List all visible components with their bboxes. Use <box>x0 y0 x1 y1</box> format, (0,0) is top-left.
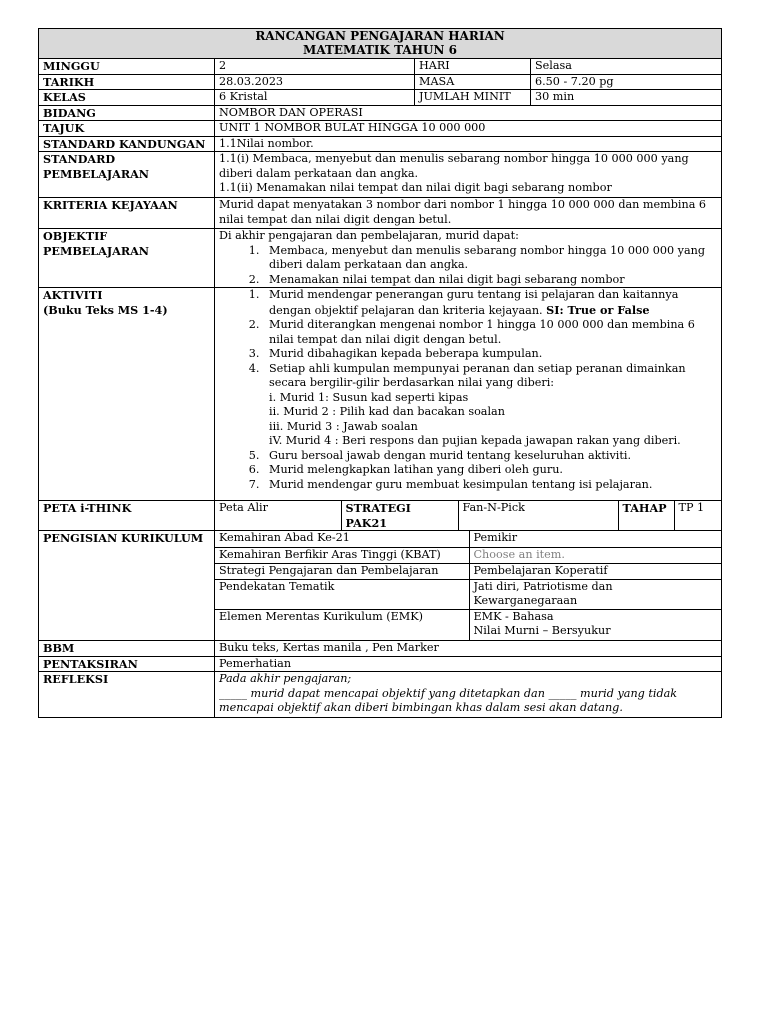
strategi-pdp-value: Pembelajaran Koperatif <box>469 563 721 579</box>
header-title: RANCANGAN PENGAJARAN HARIAN <box>255 29 505 43</box>
tahap-label: TAHAP <box>618 501 674 530</box>
aktiviti-label <box>39 288 215 501</box>
aktiviti-item: 6. Murid melengkapkan latihan yang diberi oleh guru. <box>263 463 717 478</box>
peta-inner <box>215 501 721 530</box>
abad21-label: Kemahiran Abad Ke-21 <box>219 531 350 544</box>
peta-row <box>215 501 722 531</box>
aktiviti-title: AKTIVITI <box>43 288 103 302</box>
kurikulum-inner <box>215 531 721 640</box>
standard-pembelajaran-item: 1.1(i) Membaca, menyebut dan menulis sebarang nombor hingga 10 000 000 yang diberi dalam perkataan dan angka. <box>219 152 689 180</box>
header-subject: MATEMATIK TAHUN 6 <box>303 42 458 57</box>
aktiviti-subitem: iV. Murid 4 : Beri respons dan pujian kepada jawapan rakan yang diberi. <box>269 434 681 447</box>
kelas-value: 6 Kristal <box>215 90 415 106</box>
aktiviti-item: 2. Murid diterangkan mengenai nombor 1 hingga 10 000 000 dan membina 6 nilai tempat dan nilai digit dengan betul. <box>263 318 717 347</box>
kriteria-kejayaan-label: KRITERIA KEJAYAAN <box>39 198 215 229</box>
nilai-murni: Nilai Murni – Bersyukur <box>473 624 611 637</box>
aktiviti-item <box>263 362 717 449</box>
jumlah-minit-label: JUMLAH MINIT <box>415 90 531 106</box>
objektif-item: 2. Menamakan nilai tempat dan nilai digit bagi sebarang nombor <box>263 273 717 288</box>
aktiviti-subitem: i. Murid 1: Susun kad seperti kipas <box>269 390 469 404</box>
aktiviti-item: 5. Guru bersoal jawab dengan murid tentang keseluruhan aktiviti. <box>263 449 717 464</box>
aktiviti-item-text: 4. Setiap ahli kumpulan mempunyai peranan dan setiap peranan dimainkan secara bergilir-gilir berdasarkan nilai yang diberi: <box>269 361 686 389</box>
refleksi-label: REFLEKSI <box>39 672 215 718</box>
bbm-value: Buku teks, Kertas manila , Pen Marker <box>215 641 722 657</box>
emk-value <box>469 609 721 640</box>
pentaksiran-value: Pemerhatian <box>215 656 722 672</box>
aktiviti-item-text: Murid mendengar penerangan guru tentang isi pelajaran dan kaitannya dengan objektif pelajaran dan kriteria kejayaan. <box>269 288 679 317</box>
standard-kandungan-label: STANDARD KANDUNGAN <box>39 136 215 152</box>
aktiviti-subitem: iii. Murid 3 : Jawab soalan <box>269 419 418 433</box>
objektif-list <box>219 244 717 288</box>
bidang-value: NOMBOR DAN OPERASI <box>215 105 722 121</box>
emk-label: Elemen Merentas Kurikulum (EMK) <box>215 609 469 640</box>
refleksi-line: _____ murid dapat mencapai objektif yang ditetapkan dan _____ murid yang tidak mencapai objektif akan diberi bimbingan khas dalam sesi akan datang. <box>219 686 678 714</box>
aktiviti-subitem: ii. Murid 2 : Pilih kad dan bacakan soalan <box>269 405 505 418</box>
kbat-dropdown[interactable]: Choose an item. <box>469 547 721 563</box>
tahap-value: TP 1 <box>674 501 721 530</box>
kelas-label: KELAS <box>39 90 215 106</box>
emk-bahasa: EMK - Bahasa <box>473 609 554 623</box>
aktiviti-value <box>215 288 722 501</box>
hari-label: HARI <box>415 59 531 75</box>
abad21-value: Pemikir <box>469 531 721 547</box>
lesson-plan-sheet <box>38 28 721 718</box>
bidang-label: BIDANG <box>39 105 215 121</box>
tarikh-value: 28.03.2023 <box>215 74 415 90</box>
aktiviti-si-label: SI: True or False <box>546 302 650 317</box>
refleksi-line: Pada akhir pengajaran; <box>219 672 352 685</box>
pendekatan-tematik-label: Pendekatan Tematik <box>215 579 469 609</box>
peta-ithink-value: Peta Alir <box>219 501 268 514</box>
standard-pembelajaran-value <box>215 152 722 198</box>
objektif-value <box>215 229 722 288</box>
masa-label: MASA <box>415 74 531 90</box>
pengisian-kurikulum-grid <box>215 531 722 641</box>
objektif-item: 1. Membaca, menyebut dan menulis sebarang nombor hingga 10 000 000 yang diberi dalam perkataan dan angka. <box>263 244 717 273</box>
aktiviti-reference: (Buku Teks MS 1-4) <box>43 302 168 317</box>
aktiviti-item: 3. Murid dibahagikan kepada beberapa kumpulan. <box>263 347 717 362</box>
aktiviti-item: 7. Murid mendengar guru membuat kesimpulan tentang isi pelajaran. <box>263 478 717 493</box>
refleksi-value <box>215 672 722 718</box>
strategi-pak21-label: STRATEGI PAK21 <box>341 501 458 530</box>
standard-pembelajaran-item: 1.1(ii) Menamakan nilai tempat dan nilai digit bagi sebarang nombor <box>219 181 612 194</box>
tajuk-value: UNIT 1 NOMBOR BULAT HINGGA 10 000 000 <box>215 121 722 137</box>
pentaksiran-label: PENTAKSIRAN <box>39 656 215 672</box>
minggu-label: MINGGU <box>39 59 215 75</box>
objektif-label: OBJEKTIF PEMBELAJARAN <box>39 229 215 288</box>
standard-kandungan-value: 1.1Nilai nombor. <box>215 136 722 152</box>
hari-value: Selasa <box>531 59 722 75</box>
minggu-value: 2 <box>215 59 415 75</box>
tarikh-label: TARIKH <box>39 74 215 90</box>
bbm-label: BBM <box>39 641 215 657</box>
masa-value: 6.50 - 7.20 pg <box>531 74 722 90</box>
tajuk-label: TAJUK <box>39 121 215 137</box>
standard-pembelajaran-label: STANDARD PEMBELAJARAN <box>39 152 215 198</box>
jumlah-minit-value: 30 min <box>531 90 722 106</box>
strategi-pdp-label: Strategi Pengajaran dan Pembelajaran <box>215 563 469 579</box>
kbat-label: Kemahiran Berfikir Aras Tinggi (KBAT) <box>215 547 469 563</box>
aktiviti-list <box>219 288 717 492</box>
document-header <box>39 29 722 59</box>
objektif-intro: Di akhir pengajaran dan pembelajaran, murid dapat: <box>219 229 519 242</box>
kriteria-kejayaan-value: Murid dapat menyatakan 3 nombor dari nombor 1 hingga 10 000 000 dan membina 6 nilai tempat dan nilai digit dengan betul. <box>215 198 722 229</box>
pendekatan-tematik-value: Jati diri, Patriotisme dan Kewarganegaraan <box>469 579 721 609</box>
pengisian-kurikulum-label: PENGISIAN KURIKULUM <box>39 531 215 641</box>
lesson-plan-table <box>38 28 722 718</box>
aktiviti-item <box>263 288 717 318</box>
peta-ithink-label: PETA i-THINK <box>39 501 215 531</box>
strategi-pak21-value: Fan-N-Pick <box>458 501 618 530</box>
